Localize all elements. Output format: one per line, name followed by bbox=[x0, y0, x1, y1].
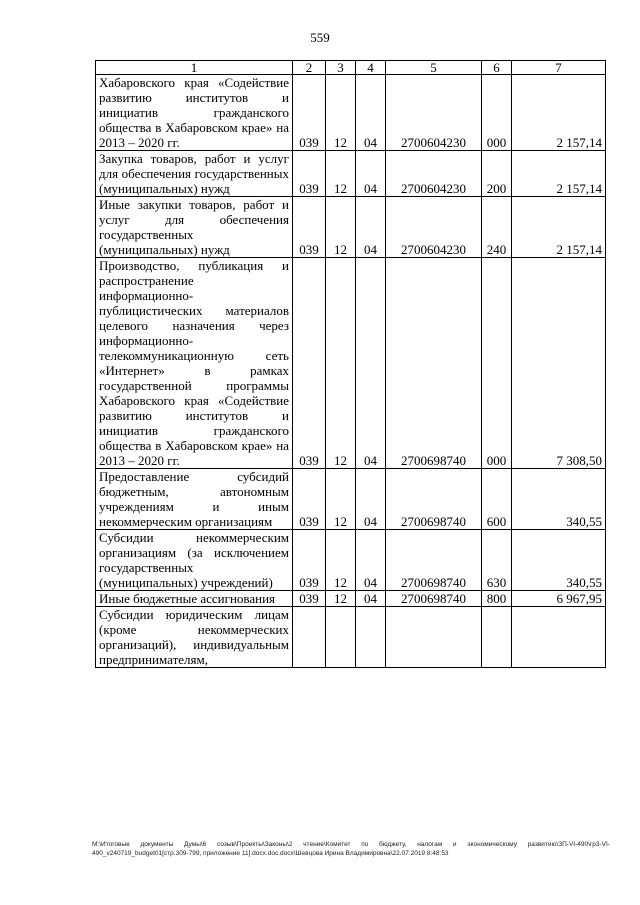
subsection-code: 04 bbox=[356, 151, 386, 197]
expense-type-code: 600 bbox=[482, 469, 512, 530]
section-code: 12 bbox=[326, 75, 356, 151]
table-row bbox=[96, 151, 606, 197]
budget-table bbox=[95, 60, 606, 668]
subsection-code: 04 bbox=[356, 197, 386, 258]
target-article-code: 2700604230 bbox=[386, 197, 482, 258]
page-number: 559 bbox=[310, 30, 330, 45]
column-header: 2 bbox=[293, 61, 326, 75]
section-code: 12 bbox=[326, 591, 356, 607]
row-name: Закупка товаров, работ и услуг для обеспечения государственных (муниципальных) нужд bbox=[96, 151, 293, 197]
section-code bbox=[326, 607, 356, 668]
subsection-code: 04 bbox=[356, 591, 386, 607]
table-row bbox=[96, 469, 606, 530]
ministry-code: 039 bbox=[293, 151, 326, 197]
amount: 7 308,50 bbox=[512, 258, 606, 469]
ministry-code: 039 bbox=[293, 591, 326, 607]
target-article-code: 2700698740 bbox=[386, 591, 482, 607]
section-code: 12 bbox=[326, 258, 356, 469]
expense-type-code: 200 bbox=[482, 151, 512, 197]
table-row bbox=[96, 591, 606, 607]
subsection-code: 04 bbox=[356, 469, 386, 530]
expense-type-code: 240 bbox=[482, 197, 512, 258]
ministry-code: 039 bbox=[293, 258, 326, 469]
expense-type-code: 000 bbox=[482, 258, 512, 469]
row-name: Субсидии некоммерческим организациям (за исключением государственных (муниципальных) учреждений) bbox=[96, 530, 293, 591]
top-header-residue bbox=[318, 0, 618, 6]
expense-type-code: 000 bbox=[482, 75, 512, 151]
subsection-code bbox=[356, 607, 386, 668]
expense-type-code: 630 bbox=[482, 530, 512, 591]
target-article-code: 2700698740 bbox=[386, 258, 482, 469]
subsection-code: 04 bbox=[356, 530, 386, 591]
column-header: 4 bbox=[356, 61, 386, 75]
table-row bbox=[96, 258, 606, 469]
table-row bbox=[96, 197, 606, 258]
target-article-code bbox=[386, 607, 482, 668]
row-name: Иные бюджетные ассигнования bbox=[96, 591, 293, 607]
target-article-code: 2700698740 bbox=[386, 530, 482, 591]
ministry-code bbox=[293, 607, 326, 668]
table-row bbox=[96, 75, 606, 151]
section-code: 12 bbox=[326, 197, 356, 258]
row-name: Субсидии юридическим лицам (кроме некоммерческих организаций), индивидуальным предпринимателям, bbox=[96, 607, 293, 668]
table-row bbox=[96, 607, 606, 668]
amount: 340,55 bbox=[512, 530, 606, 591]
amount: 2 157,14 bbox=[512, 197, 606, 258]
table-header-row bbox=[96, 61, 606, 75]
section-code: 12 bbox=[326, 530, 356, 591]
column-header: 7 bbox=[512, 61, 606, 75]
expense-type-code bbox=[482, 607, 512, 668]
ministry-code: 039 bbox=[293, 197, 326, 258]
table-row bbox=[96, 530, 606, 591]
amount bbox=[512, 607, 606, 668]
ministry-code: 039 bbox=[293, 75, 326, 151]
section-code: 12 bbox=[326, 469, 356, 530]
target-article-code: 2700604230 bbox=[386, 75, 482, 151]
expense-type-code: 800 bbox=[482, 591, 512, 607]
column-header: 3 bbox=[326, 61, 356, 75]
column-header: 1 bbox=[96, 61, 293, 75]
row-name: Предоставление субсидий бюджетным, автономным учреждениям и иным некоммерческим организациям bbox=[96, 469, 293, 530]
subsection-code: 04 bbox=[356, 258, 386, 469]
target-article-code: 2700604230 bbox=[386, 151, 482, 197]
subsection-code: 04 bbox=[356, 75, 386, 151]
document-path-footer: M:\Итоговые документы Думы\6 созыв\Проекты\Законы\2 чтение\Комитет по бюджету, налогам и экономическому развитию\ЗП-VI-490\гр3-VI-490_v240719_budget01[стр.309-799, приложение 11].docx.doc.docx\Шевцова Ирина Владимировна\22.07.2019 8:48:53 bbox=[92, 841, 610, 857]
section-code: 12 bbox=[326, 151, 356, 197]
column-header: 5 bbox=[386, 61, 482, 75]
row-name: Иные закупки товаров, работ и услуг для обеспечения государственных (муниципальных) нужд bbox=[96, 197, 293, 258]
amount: 2 157,14 bbox=[512, 75, 606, 151]
row-name: Производство, публикация и распространение информационно-публицистических материалов целевого назначения через информационно-телекоммуникационную сеть «Интернет» в рамках государственной программы Хабаровского края «Содействие развитию институтов и инициатив гражданского общества в Хабаровском крае» на 2013 – 2020 гг. bbox=[96, 258, 293, 469]
amount: 2 157,14 bbox=[512, 151, 606, 197]
ministry-code: 039 bbox=[293, 530, 326, 591]
ministry-code: 039 bbox=[293, 469, 326, 530]
amount: 340,55 bbox=[512, 469, 606, 530]
amount: 6 967,95 bbox=[512, 591, 606, 607]
row-name: Хабаровского края «Содействие развитию институтов и инициатив гражданского общества в Хабаровском крае» на 2013 – 2020 гг. bbox=[96, 75, 293, 151]
target-article-code: 2700698740 bbox=[386, 469, 482, 530]
column-header: 6 bbox=[482, 61, 512, 75]
